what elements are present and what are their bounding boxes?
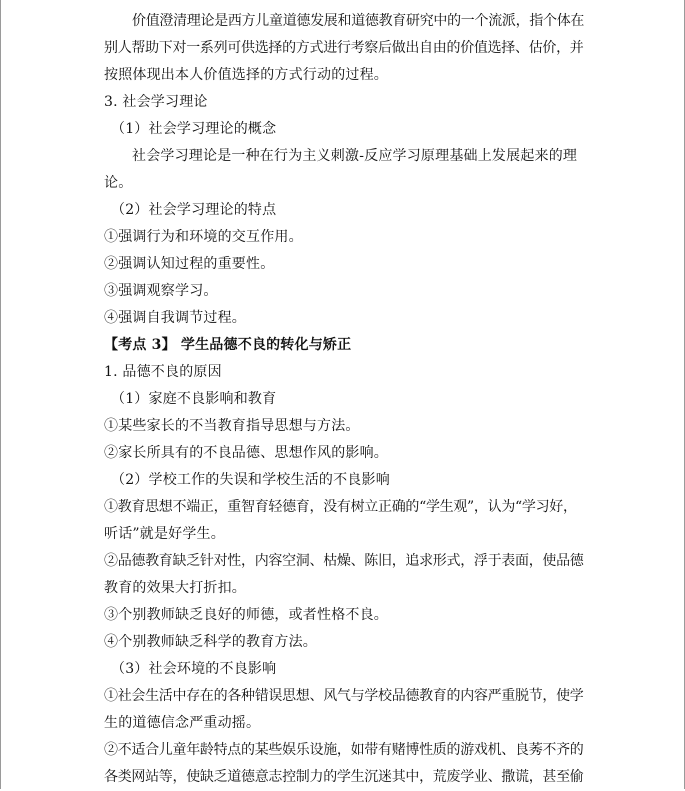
text-line: ①某些家长的不当教育指导思想与方法。 bbox=[104, 418, 360, 434]
text-line: ③个别教师缺乏良好的师德，或者性格不良。 bbox=[104, 607, 388, 623]
text-line: ②品德教育缺乏针对性，内容空洞、枯燥、陈旧，追求形式，浮于表面，使品德 bbox=[104, 553, 584, 569]
text-line: 价值澄清理论是西方儿童道德发展和道德教育研究中的一个流派，指个体在 bbox=[132, 13, 585, 29]
text-line: ④个别教师缺乏科学的教育方法。 bbox=[104, 634, 317, 650]
text-line: （1）社会学习理论的概念 bbox=[111, 121, 277, 137]
text-line: 各类网站等，使缺乏道德意志控制力的学生沉迷其中，荒废学业、撒谎，甚至偷 bbox=[104, 769, 584, 785]
text-line: 3. 社会学习理论 bbox=[104, 94, 208, 110]
text-line: （2）学校工作的失误和学校生活的不良影响 bbox=[111, 472, 390, 488]
text-line: 别人帮助下对一系列可供选择的方式进行考察后做出自由的价值选择、估价，并 bbox=[104, 40, 584, 56]
text-line: 听话”就是好学生。 bbox=[104, 526, 225, 542]
text-line: 教育的效果大打折扣。 bbox=[104, 580, 246, 596]
text-line: ①社会生活中存在的各种错误思想、风气与学校品德教育的内容严重脱节，使学 bbox=[104, 688, 584, 704]
text-line: ①强调行为和环境的交互作用。 bbox=[104, 229, 303, 245]
text-line: ③强调观察学习。 bbox=[104, 283, 218, 299]
text-line: 【考点 3】 学生品德不良的转化与矫正 bbox=[104, 337, 352, 353]
text-line: ①教育思想不端正，重智育轻德育，没有树立正确的“学生观”，认为“学习好， bbox=[104, 499, 577, 515]
text-line: ②强调认知过程的重要性。 bbox=[104, 256, 275, 272]
document-page bbox=[104, 8, 584, 791]
text-line: （1）家庭不良影响和教育 bbox=[111, 391, 277, 407]
text-line: ②不适合儿童年龄特点的某些娱乐设施，如带有赌博性质的游戏机、良莠不齐的 bbox=[104, 742, 584, 758]
text-line: ④强调自我调节过程。 bbox=[104, 310, 246, 326]
text-line: （2）社会学习理论的特点 bbox=[111, 202, 277, 218]
text-line: 论。 bbox=[104, 175, 133, 191]
text-line: ②家长所具有的不良品德、思想作风的影响。 bbox=[104, 445, 388, 461]
page-left-edge bbox=[0, 0, 1, 789]
text-line: 生的道德信念严重动摇。 bbox=[104, 715, 261, 731]
text-line: 社会学习理论是一种在行为主义刺激-反应学习原理基础上发展起来的理 bbox=[132, 148, 578, 164]
text-line: 1. 品德不良的原因 bbox=[104, 364, 222, 380]
text-line: 按照体现出本人价值选择的方式行动的过程。 bbox=[104, 67, 388, 83]
text-line: （3）社会环境的不良影响 bbox=[111, 661, 277, 677]
